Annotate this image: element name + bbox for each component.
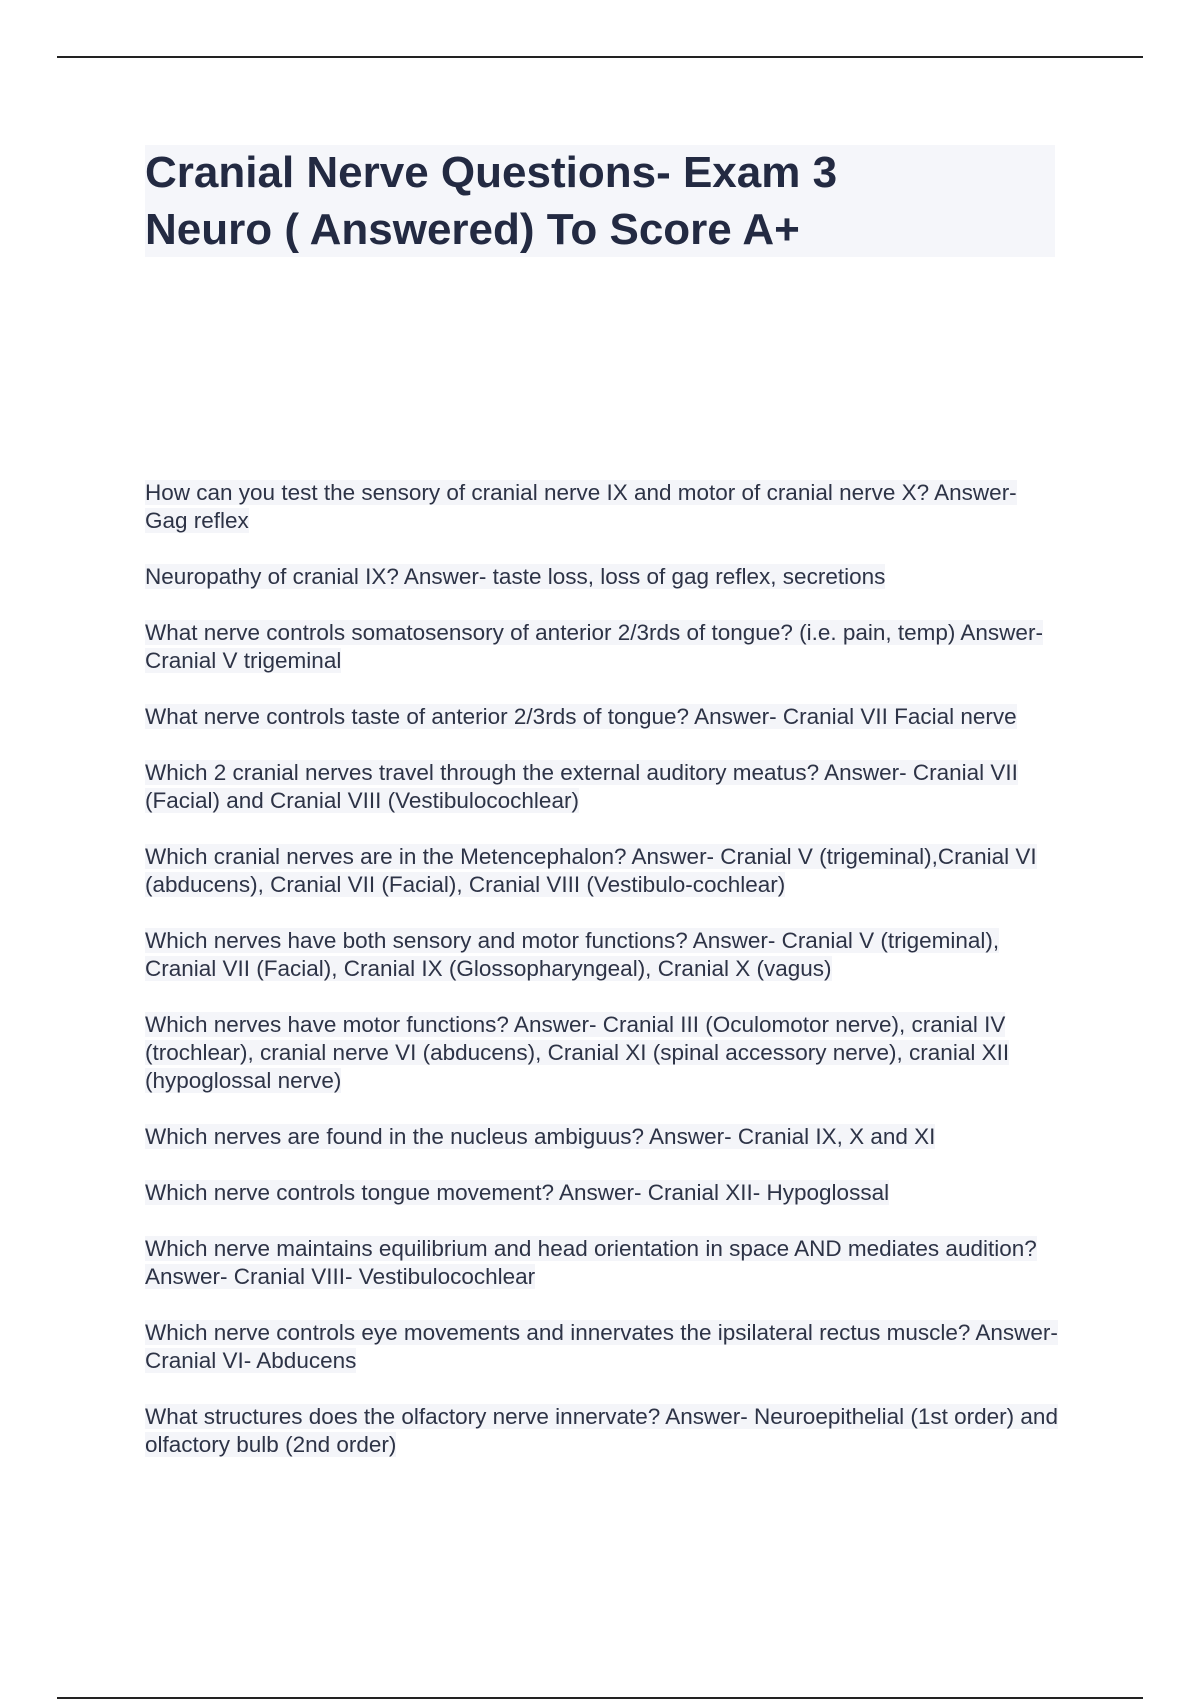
qa-text: How can you test the sensory of cranial nerve IX and motor of cranial nerve X? Answer- Gag reflex bbox=[145, 480, 1017, 533]
qa-text: What structures does the olfactory nerve innervate? Answer- Neuroepithelial (1st order) and olfactory bulb (2nd order) bbox=[145, 1404, 1058, 1457]
title-line-2: Neuro ( Answered) To Score A+ bbox=[145, 205, 800, 254]
qa-text: Neuropathy of cranial IX? Answer- taste loss, loss of gag reflex, secretions bbox=[145, 564, 886, 589]
qa-item bbox=[145, 1235, 1065, 1291]
document-title bbox=[145, 144, 1055, 258]
qa-text: Which 2 cranial nerves travel through the external auditory meatus? Answer- Cranial VII (Facial) and Cranial VIII (Vestibulocochlear) bbox=[145, 760, 1018, 813]
qa-text: Which nerves are found in the nucleus ambiguus? Answer- Cranial IX, X and XI bbox=[145, 1124, 936, 1149]
qa-item bbox=[145, 1403, 1065, 1459]
qa-item bbox=[145, 1319, 1065, 1375]
qa-list bbox=[145, 479, 1065, 1487]
qa-item bbox=[145, 1011, 1065, 1095]
title-line-1: Cranial Nerve Questions- Exam 3 bbox=[145, 148, 838, 197]
qa-item bbox=[145, 703, 1065, 731]
qa-text: What nerve controls somatosensory of anterior 2/3rds of tongue? (i.e. pain, temp) Answer- Cranial V trigeminal bbox=[145, 620, 1043, 673]
qa-text: Which nerve controls eye movements and innervates the ipsilateral rectus muscle? Answer- Cranial VI- Abducens bbox=[145, 1320, 1058, 1373]
qa-text: Which nerves have both sensory and motor functions? Answer- Cranial V (trigeminal), Cranial VII (Facial), Cranial IX (Glossopharyngeal), Cranial X (vagus) bbox=[145, 928, 1000, 981]
qa-item bbox=[145, 563, 1065, 591]
qa-item bbox=[145, 843, 1065, 899]
qa-item bbox=[145, 759, 1065, 815]
top-rule bbox=[57, 56, 1143, 58]
qa-text: What nerve controls taste of anterior 2/3rds of tongue? Answer- Cranial VII Facial nerve bbox=[145, 704, 1017, 729]
qa-item bbox=[145, 1179, 1065, 1207]
qa-text: Which nerve controls tongue movement? Answer- Cranial XII- Hypoglossal bbox=[145, 1180, 890, 1205]
qa-text: Which nerves have motor functions? Answer- Cranial III (Oculomotor nerve), cranial IV (trochlear), cranial nerve VI (abducens), Cranial XI (spinal accessory nerve), cranial XII (hypoglossal nerve) bbox=[145, 1012, 1010, 1093]
qa-item bbox=[145, 927, 1065, 983]
bottom-rule bbox=[57, 1697, 1143, 1699]
qa-text: Which nerve maintains equilibrium and head orientation in space AND mediates audition? Answer- Cranial VIII- Vestibulocochlear bbox=[145, 1236, 1037, 1289]
qa-item bbox=[145, 479, 1065, 535]
qa-item bbox=[145, 1123, 1065, 1151]
title-block bbox=[145, 145, 1055, 257]
qa-item bbox=[145, 619, 1065, 675]
qa-text: Which cranial nerves are in the Metencephalon? Answer- Cranial V (trigeminal),Cranial VI (abducens), Cranial VII (Facial), Cranial VIII (Vestibulo-cochlear) bbox=[145, 844, 1037, 897]
